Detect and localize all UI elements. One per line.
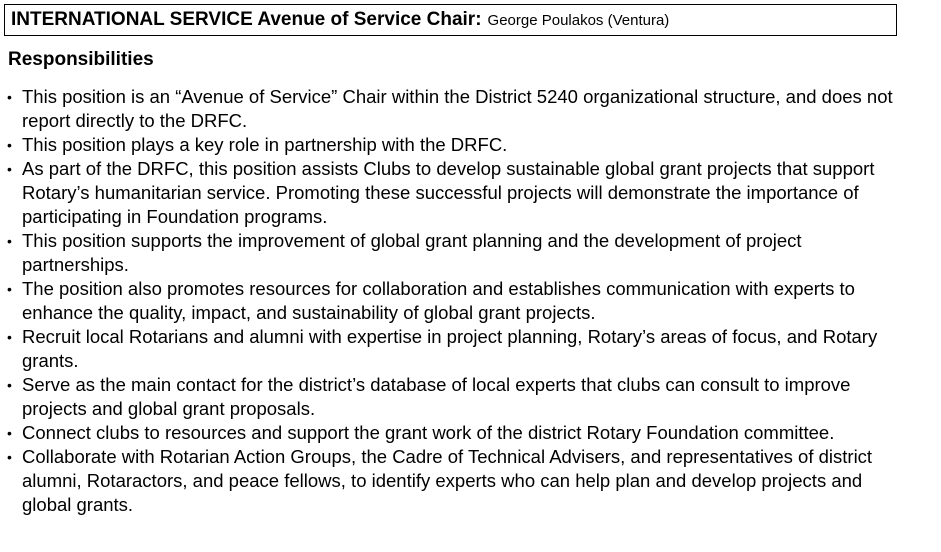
list-item-text: Serve as the main contact for the district’s database of local experts that clubs can consult to improve projects and global grant proposals. xyxy=(22,374,851,419)
list-item xyxy=(0,277,941,325)
bullet-icon: • xyxy=(7,377,12,393)
header-box xyxy=(4,4,897,36)
list-item-text: Collaborate with Rotarian Action Groups, the Cadre of Technical Advisers, and representatives of district alumni, Rotaractors, and peace fellows, to identify experts who can help plan and develop projects and global grants. xyxy=(22,446,873,515)
bullet-icon: • xyxy=(7,137,12,153)
list-item-text: This position is an “Avenue of Service” Chair within the District 5240 organizational structure, and does not report directly to the DRFC. xyxy=(22,86,893,131)
list-item-text: As part of the DRFC, this position assists Clubs to develop sustainable global grant projects that support Rotary’s humanitarian service. Promoting these successful projects will demonstrate the importance of participating in Foundation programs. xyxy=(22,158,875,227)
list-item-text: This position supports the improvement of global grant planning and the development of project partnerships. xyxy=(22,230,802,275)
bullet-icon: • xyxy=(7,329,12,345)
list-item xyxy=(0,85,941,133)
header-title: INTERNATIONAL SERVICE Avenue of Service Chair: xyxy=(11,9,482,30)
bullet-icon: • xyxy=(7,281,12,297)
list-item xyxy=(0,325,941,373)
section-heading: Responsibilities xyxy=(8,49,154,70)
list-item xyxy=(0,229,941,277)
responsibilities-list xyxy=(0,85,941,517)
list-item xyxy=(0,157,941,229)
list-item xyxy=(0,133,941,157)
list-item xyxy=(0,445,941,517)
list-item-text: This position plays a key role in partnership with the DRFC. xyxy=(22,134,508,155)
bullet-icon: • xyxy=(7,425,12,441)
bullet-icon: • xyxy=(7,89,12,105)
list-item-text: Connect clubs to resources and support the grant work of the district Rotary Foundation committee. xyxy=(22,422,835,443)
chair-name: George Poulakos (Ventura) xyxy=(487,11,670,29)
bullet-icon: • xyxy=(7,161,12,177)
list-item xyxy=(0,421,941,445)
bullet-icon: • xyxy=(7,233,12,249)
bullet-icon: • xyxy=(7,449,12,465)
list-item-text: The position also promotes resources for collaboration and establishes communication with experts to enhance the quality, impact, and sustainability of global grant projects. xyxy=(22,278,855,323)
list-item xyxy=(0,373,941,421)
list-item-text: Recruit local Rotarians and alumni with expertise in project planning, Rotary’s areas of focus, and Rotary grants. xyxy=(22,326,878,371)
